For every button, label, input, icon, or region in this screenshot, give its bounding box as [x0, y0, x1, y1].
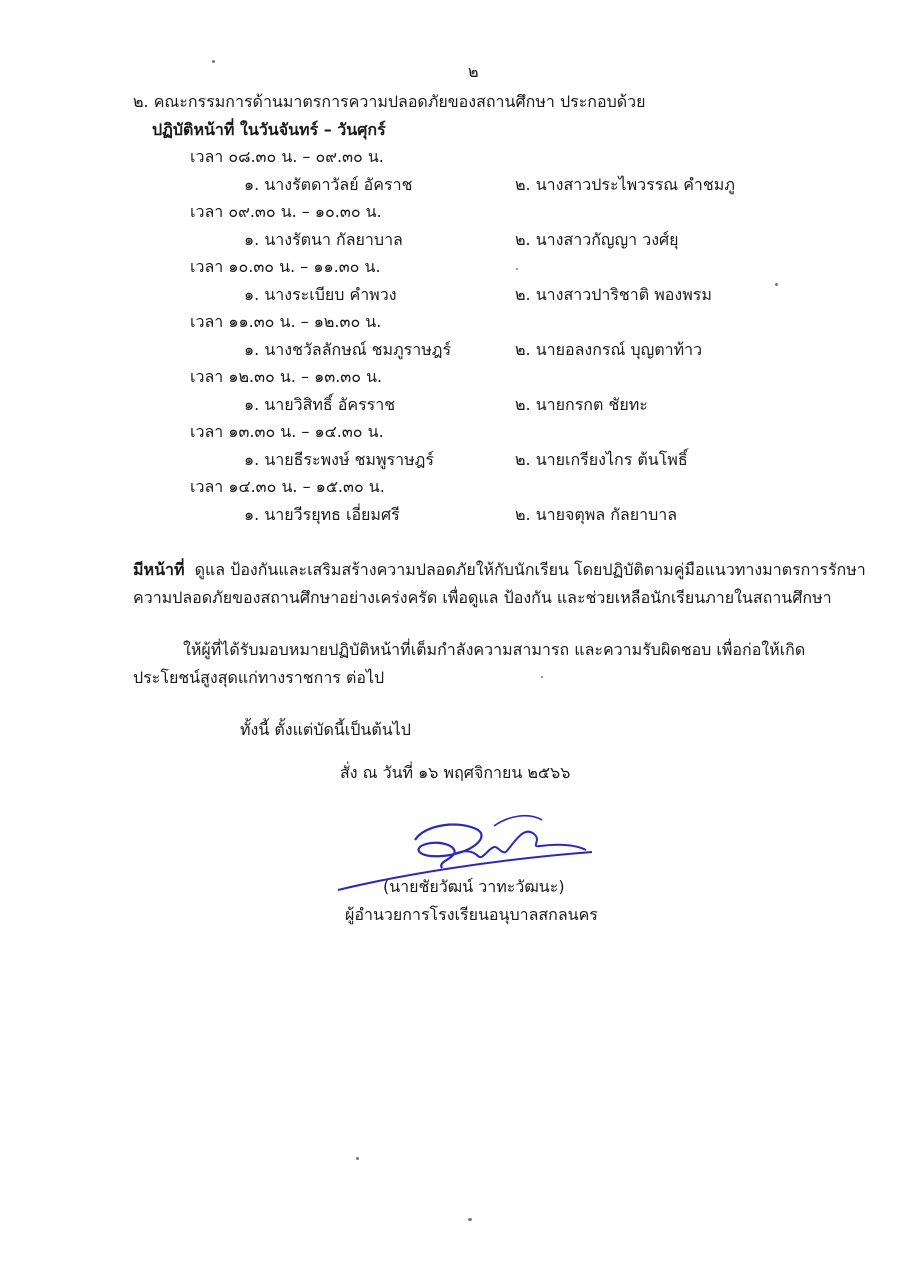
signatory-title: ผู้อำนวยการโรงเรียนอนุบาลสกลนคร [345, 905, 598, 924]
slot-member-1: ๑. นางระเบียบ คำพวง [244, 285, 397, 304]
page-number: ๒ [468, 62, 479, 81]
slot-time: เวลา ๑๒.๓๐ น. – ๑๓.๓๐ น. [190, 367, 383, 386]
scan-speck [356, 1157, 359, 1160]
slot-time: เวลา ๑๐.๓๐ น. – ๑๑.๓๐ น. [190, 257, 381, 276]
scan-speck [468, 1218, 472, 1221]
slot-member-1: ๑. นายวิสิทธิ์ อัครราช [244, 395, 396, 414]
slot-member-2: ๒. นางสาวปาริชาติ พองพรม [515, 285, 712, 304]
slot-member-2: ๒. นายจตุพล กัลยาบาล [515, 505, 678, 524]
slot-member-2: ๒. นายอลงกรณ์ บุญตาท้าว [515, 340, 703, 359]
slot-member-2: ๒. นางสาวประไพวรรณ คำชมภู [515, 175, 735, 194]
slot-member-1: ๑. นายวีรยุทธ เอี่ยมศรี [244, 505, 400, 524]
slot-member-1: ๑. นางรัตนา กัลยาบาล [244, 230, 403, 249]
duty-text-line-2: ความปลอดภัยของสถานศึกษาอย่างเคร่งครัด เพื่อดูแล ป้องกัน และช่วยเหลือนักเรียนภายในสถานศึกษา [133, 588, 832, 607]
slot-time: เวลา ๑๑.๓๐ น. – ๑๒.๓๐ น. [190, 312, 382, 331]
slot-time: เวลา ๑๔.๓๐ น. – ๑๕.๓๐ น. [190, 477, 385, 496]
scan-speck [541, 676, 543, 678]
closing-line-2: ประโยชน์สูงสุดแก่ทางราชการ ต่อไป [133, 668, 385, 687]
closing-line-1: ให้ผู้ที่ได้รับมอบหมายปฏิบัติหน้าที่เต็มกำลังความสามารถ และความรับผิดชอบ เพื่อก่อให้เกิด [183, 640, 806, 659]
duty-label: มีหน้าที่ [133, 560, 185, 579]
duty-text-line-1: ดูแล ป้องกันและเสริมสร้างความปลอดภัยให้กับนักเรียน โดยปฏิบัติตามคู่มือแนวทางมาตรการรักษา [194, 560, 866, 579]
slot-time: เวลา ๑๓.๓๐ น. – ๑๔.๓๐ น. [190, 422, 384, 441]
scan-speck [775, 283, 778, 286]
section-heading: ๒. คณะกรรมการด้านมาตรการความปลอดภัยของสถานศึกษา ประกอบด้วย [133, 92, 646, 111]
effective-statement: ทั้งนี้ ตั้งแต่บัดนี้เป็นต้นไป [240, 720, 411, 739]
slot-member-1: ๑. นางรัตดาวัลย์ อัคราช [244, 175, 413, 194]
slot-member-1: ๑. นายธีระพงษ์ ชมพูราษฎร์ [244, 450, 434, 469]
slot-time: เวลา ๐๘.๓๐ น. – ๐๙.๓๐ น. [190, 147, 384, 166]
slot-member-2: ๒. นายกรกต ชัยทะ [515, 395, 648, 414]
slot-member-2: ๒. นายเกรียงไกร ต้นโพธิ์ [515, 450, 688, 469]
scan-speck [212, 60, 215, 63]
section-subheading: ปฏิบัติหน้าที่ ในวันจันทร์ – วันศุกร์ [152, 120, 386, 139]
slot-member-2: ๒. นางสาวกัญญา วงศ์ยุ [515, 230, 679, 249]
scan-speck [516, 268, 518, 270]
duty-paragraph [133, 560, 866, 580]
slot-member-1: ๑. นางชวัลลักษณ์ ชมภูราษฎร์ [244, 340, 452, 359]
signatory-name: (นายชัยวัฒน์ วาทะวัฒนะ) [383, 877, 565, 896]
order-date: สั่ง ณ วันที่ ๑๖ พฤศจิกายน ๒๕๖๖ [340, 763, 571, 782]
slot-time: เวลา ๐๙.๓๐ น. – ๑๐.๓๐ น. [190, 202, 382, 221]
